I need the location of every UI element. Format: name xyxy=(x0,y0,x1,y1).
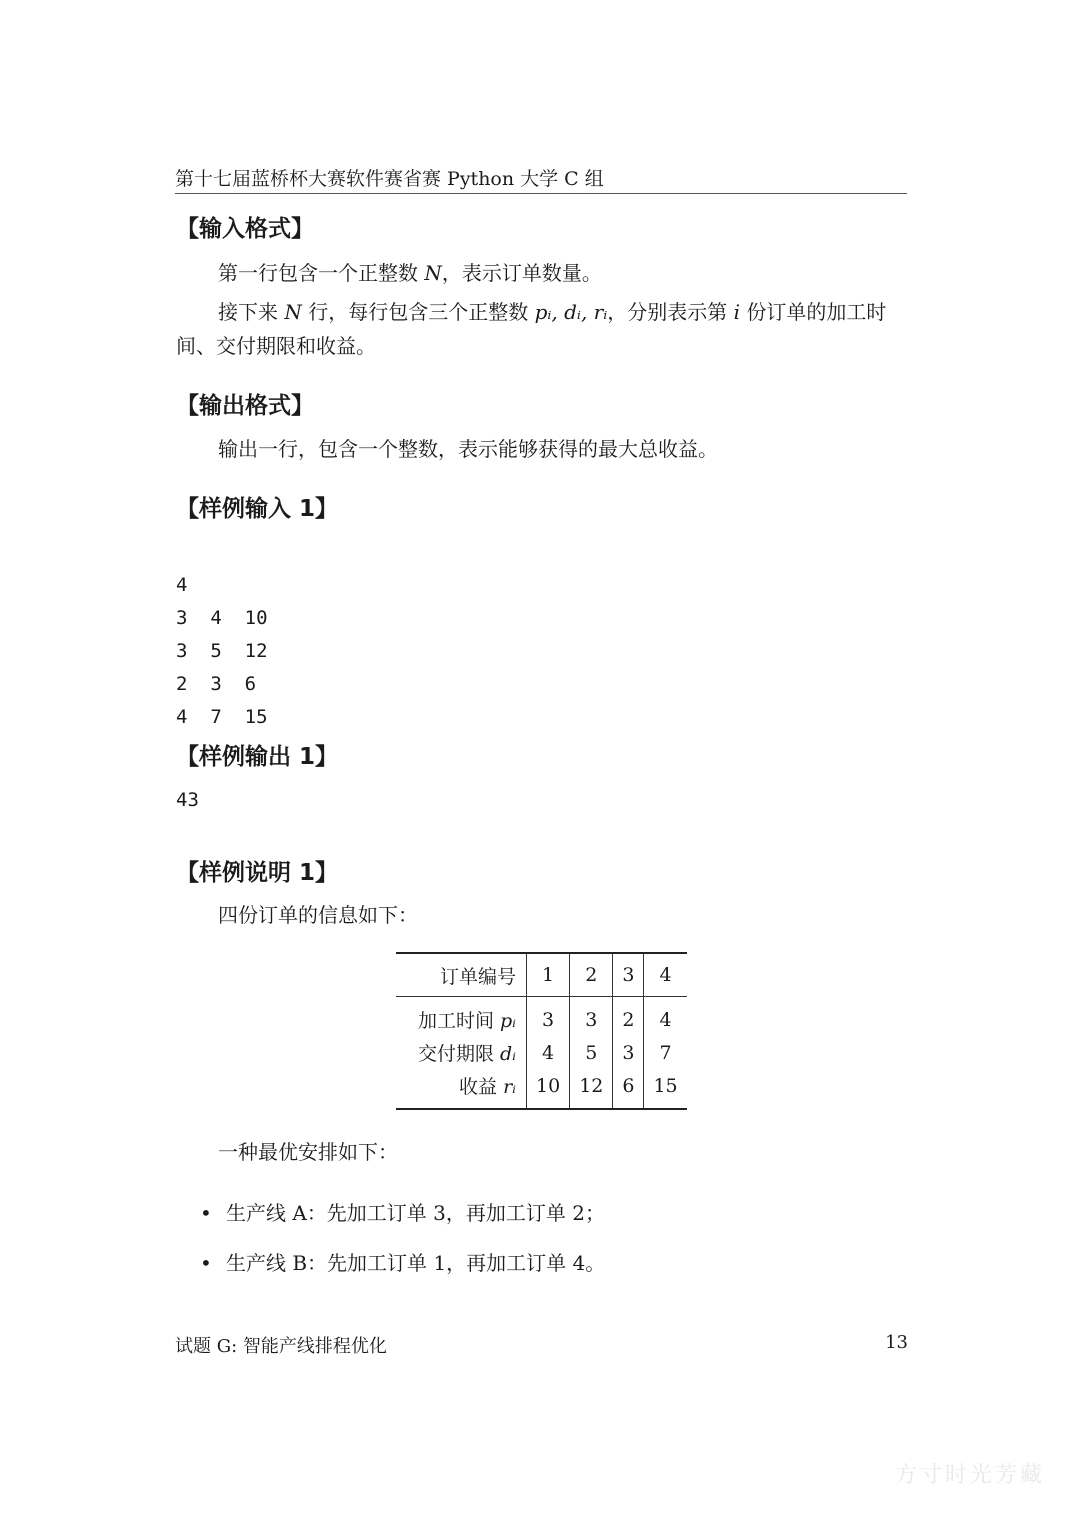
table-cell: 4 xyxy=(527,1036,570,1069)
row-label: 交付期限 dᵢ xyxy=(417,1043,516,1065)
table-header-cell: 1 xyxy=(527,953,570,997)
list-item: • 生产线 A：先加工订单 3，再加工订单 2； xyxy=(200,1196,605,1230)
bullet-icon: • xyxy=(200,1251,212,1275)
row-label: 加工时间 pᵢ xyxy=(417,1010,516,1032)
table-cell: 10 xyxy=(527,1069,570,1109)
table-header-cell: 3 xyxy=(613,953,644,997)
sample-output-value: 43 xyxy=(176,789,199,811)
table-cell: 5 xyxy=(570,1036,613,1069)
footer-title: 试题 G: 智能产线排程优化 xyxy=(175,1336,387,1357)
sample-input-line: 2 3 6 xyxy=(176,673,257,695)
table-cell: 6 xyxy=(613,1069,644,1109)
page-number: 13 xyxy=(885,1332,908,1353)
sample-input-line: 3 4 10 xyxy=(176,607,268,629)
table-header-cell: 4 xyxy=(644,953,687,997)
sample-input-line: 4 xyxy=(176,574,188,596)
output-format-title: 【输出格式】 xyxy=(176,393,314,419)
table-cell: 3 xyxy=(570,997,613,1037)
plan-intro: 一种最优安排如下： xyxy=(218,1140,398,1164)
watermark: 方寸时光芳藏 xyxy=(895,1463,1046,1488)
table-cell: 7 xyxy=(644,1036,687,1069)
input-format-title: 【输入格式】 xyxy=(176,216,314,242)
table-cell: 2 xyxy=(613,997,644,1037)
page-header: 第十七届蓝桥杯大赛软件赛省赛 Python 大学 C 组 xyxy=(175,166,907,194)
sample-input-line: 4 7 15 xyxy=(176,706,268,728)
sample-input-title: 【样例输入 1】 xyxy=(176,496,339,522)
table-cell: 3 xyxy=(527,997,570,1037)
table-header-row xyxy=(396,953,687,997)
output-format-paragraph: 输出一行，包含一个整数，表示能够获得的最大总收益。 xyxy=(218,437,718,461)
input-format-paragraph-2: 接下来 N 行，每行包含三个正整数 pᵢ, dᵢ, rᵢ，分别表示第 i 份订单的加工时间、交付期限和收益。 xyxy=(176,300,887,358)
sample-output-title: 【样例输出 1】 xyxy=(176,744,339,770)
table-row xyxy=(396,1069,687,1109)
table-header-cell: 订单编号 xyxy=(396,953,527,997)
sample-input-block xyxy=(176,536,268,734)
order-info-table xyxy=(396,952,687,1110)
table-row xyxy=(396,997,687,1037)
bullet-icon: • xyxy=(200,1201,212,1225)
sample-explain-intro: 四份订单的信息如下： xyxy=(218,903,418,927)
table-cell: 4 xyxy=(644,997,687,1037)
row-label: 收益 rᵢ xyxy=(459,1076,516,1098)
plan-list xyxy=(200,1196,605,1296)
table-cell: 15 xyxy=(644,1069,687,1109)
table-cell: 12 xyxy=(570,1069,613,1109)
sample-explain-title: 【样例说明 1】 xyxy=(176,860,339,886)
list-item: • 生产线 B：先加工订单 1，再加工订单 4。 xyxy=(200,1246,605,1280)
table-cell: 3 xyxy=(613,1036,644,1069)
table-header-cell: 2 xyxy=(570,953,613,997)
sample-input-line: 3 5 12 xyxy=(176,640,268,662)
input-format-paragraph-1: 第一行包含一个正整数 N，表示订单数量。 xyxy=(218,261,602,285)
table-row xyxy=(396,1036,687,1069)
